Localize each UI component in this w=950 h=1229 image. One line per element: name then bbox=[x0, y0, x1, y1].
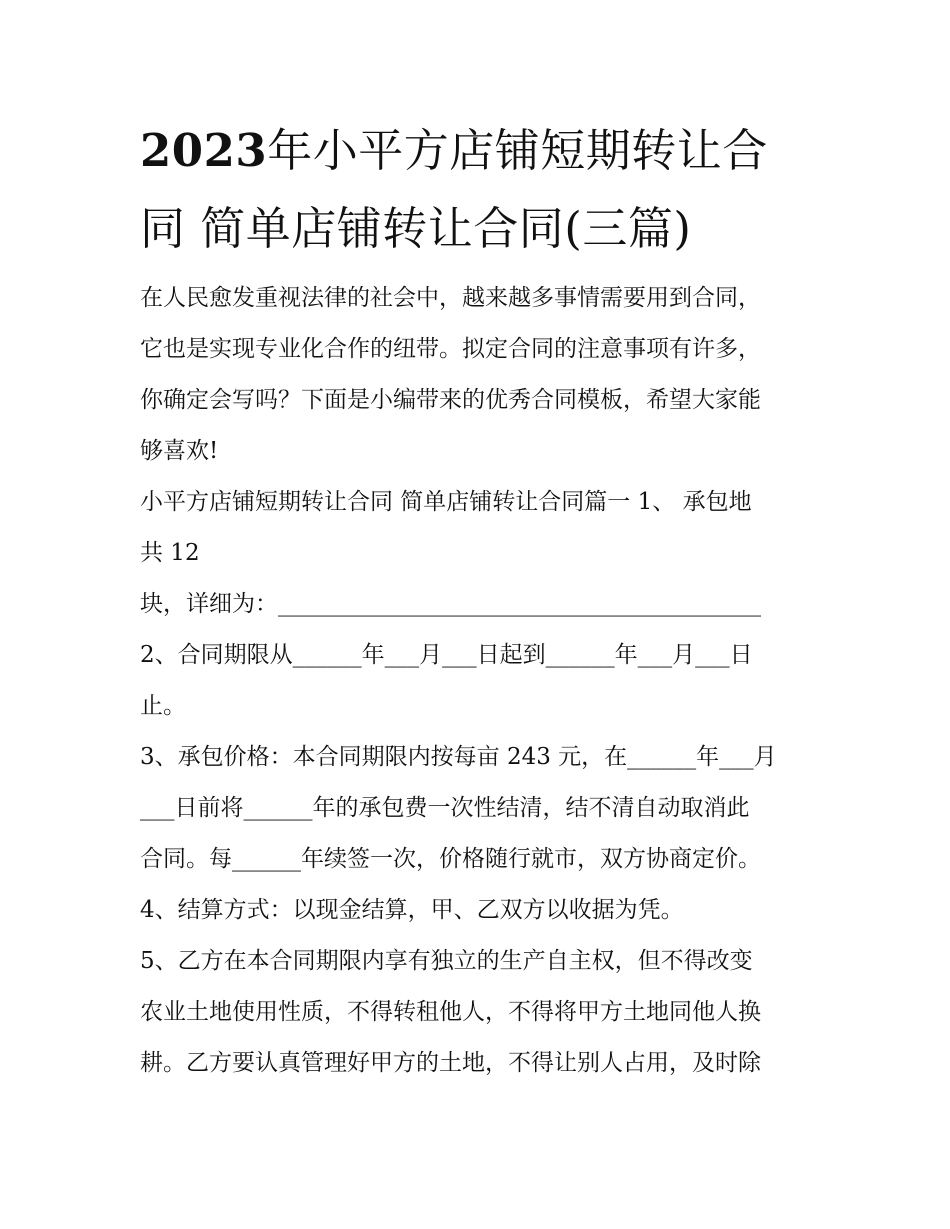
body-line: 块，详细为：__________________________________________ bbox=[140, 591, 761, 617]
title-year: 2023 bbox=[140, 124, 268, 177]
body-line: 农业土地使用性质，不得转租他人，不得将甲方土地同他人换 bbox=[140, 999, 761, 1025]
body-line: ___日前将______年的承包费一次性结清，结不清自动取消此 bbox=[140, 795, 750, 821]
body-line: 它也是实现专业化合作的纽带。拟定合同的注意事项有许多， bbox=[140, 336, 761, 362]
document-body bbox=[140, 273, 830, 1089]
title-line1: 年小平方店铺短期转让合 bbox=[267, 124, 768, 177]
body-line: 共 12 bbox=[140, 540, 200, 566]
body-line: 3、承包价格：本合同期限内按每亩 243 元，在______年___月 bbox=[140, 744, 777, 770]
title-line2: 同 简单店铺转让合同(三篇) bbox=[140, 202, 692, 255]
body-line: 够喜欢! bbox=[140, 438, 219, 464]
body-line: 止。 bbox=[140, 693, 186, 719]
body-line: 在人民愈发重视法律的社会中，越来越多事情需要用到合同， bbox=[140, 285, 761, 311]
body-line: 合同。每______年续签一次，价格随行就市，双方协商定价。 bbox=[140, 846, 761, 872]
body-line: 你确定会写吗？下面是小编带来的优秀合同模板，希望大家能 bbox=[140, 387, 761, 413]
body-line: 2、合同期限从______年___月___日起到______年___月___日 bbox=[140, 642, 753, 668]
document-title bbox=[140, 112, 820, 268]
body-line: 耕。乙方要认真管理好甲方的土地，不得让别人占用，及时除 bbox=[140, 1050, 761, 1076]
body-line: 4、结算方式：以现金结算，甲、乙双方以收据为凭。 bbox=[140, 897, 684, 923]
body-line: 5、乙方在本合同期限内享有独立的生产自主权，但不得改变 bbox=[140, 948, 753, 974]
body-line: 小平方店铺短期转让合同 简单店铺转让合同篇一 1、 承包地 bbox=[140, 489, 752, 515]
